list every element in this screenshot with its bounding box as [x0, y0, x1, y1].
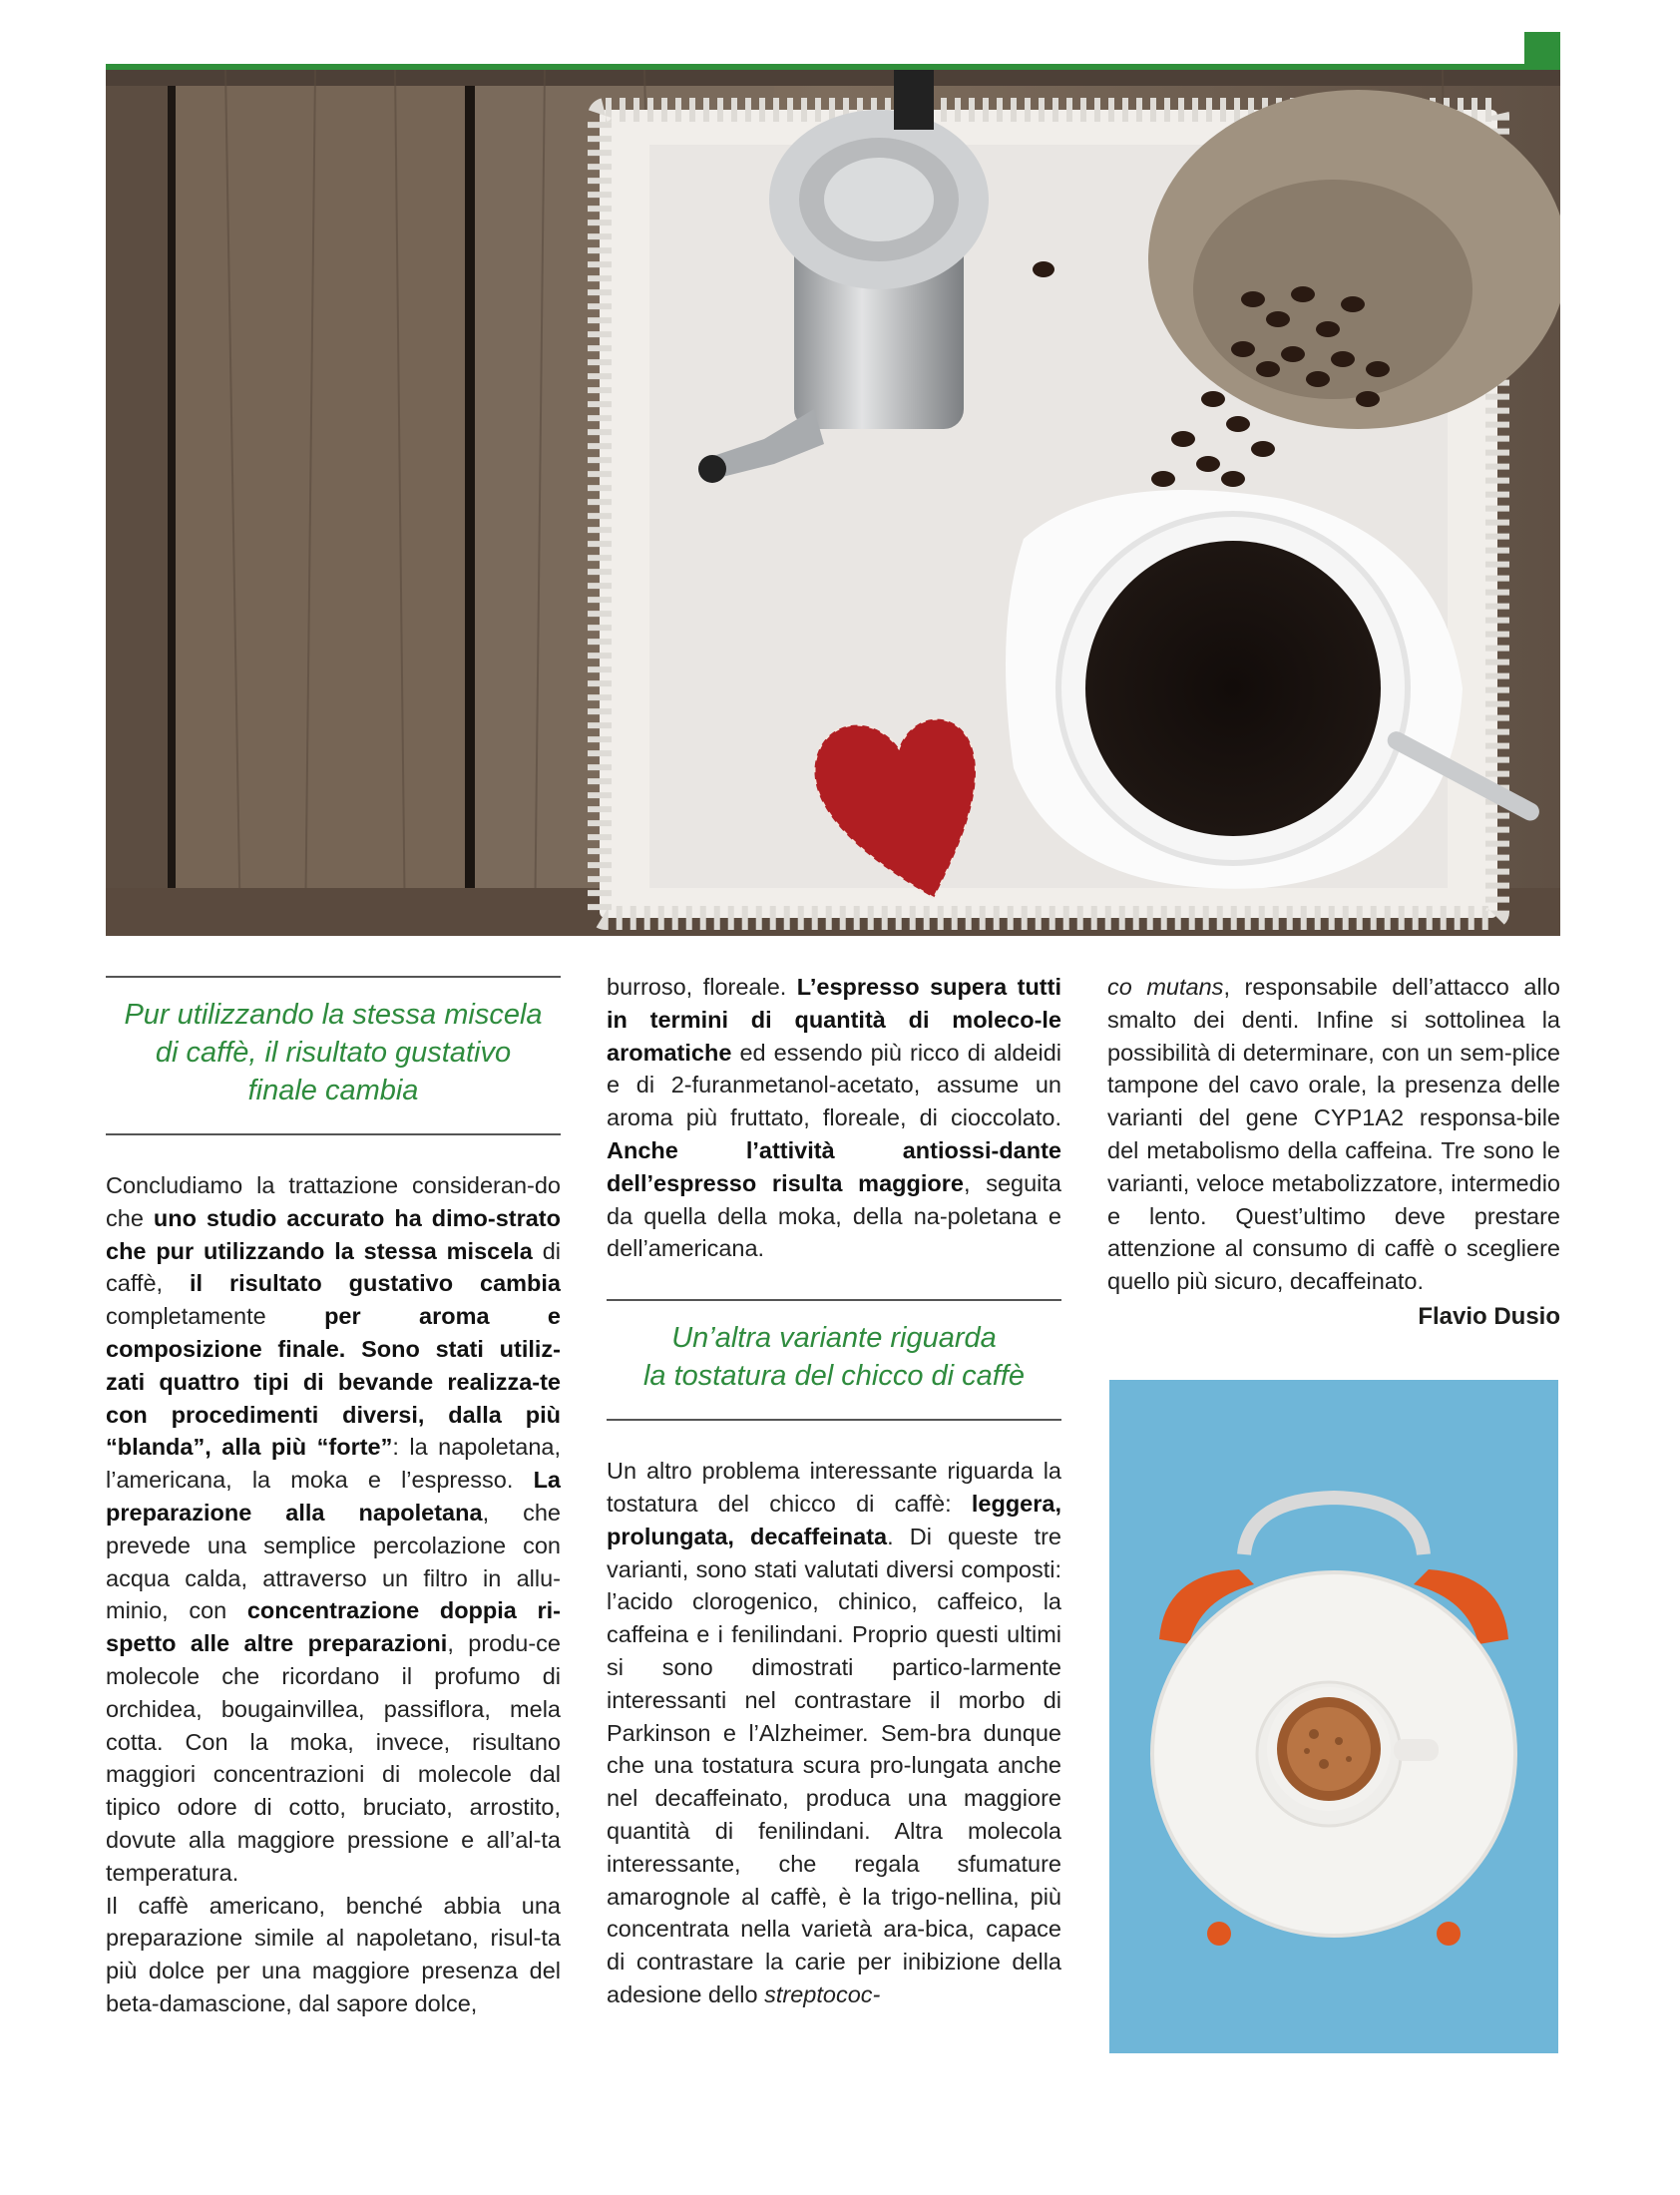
col1-paragraph-2: Il caffè americano, benché abbia una preparazione simile al napoletano, risul-ta più dolce per una maggiore presenza del beta-damascione, dal sapore dolce,	[106, 1892, 561, 2016]
bold-run: il risultato gustativo cambia	[189, 1270, 561, 1297]
alarm-clock-coffee-photo-icon	[1109, 1380, 1558, 2053]
text-run: ed essendo più ricco di aldeidi e di 2-furanmetanol-acetato, assume un aroma più fruttato, floreale, di cioccolato.	[607, 1039, 1061, 1131]
text-run: , responsabile dell’attacco allo smalto dei denti. Infine si sottolinea la possibilità di determinare, con un sem-plice tampone del cavo orale, la presenza delle varianti del gene CYP1A2 responsa-bile del metabolismo della caffeina. Tre sono le varianti, veloce metabolizzatore, intermedio e lento. Quest’ultimo deve prestare attenzione al consumo di caffè o scegliere quello più sicuro, decaffeinato.	[1107, 974, 1560, 1295]
bold-run: La preparazione alla napoletana	[106, 1467, 561, 1526]
clock-photo	[1109, 1380, 1558, 2053]
pullquote-2-line-1: Un’altra variante riguarda	[671, 1322, 997, 1355]
text-run: , seguita da quella della moka, della na-poletana e dell’americana.	[607, 1169, 1061, 1262]
text-run: completamente	[106, 1303, 325, 1330]
column-2	[607, 976, 1061, 2011]
text-run: Concludiamo la trattazione consideran-do che	[106, 1172, 561, 1231]
pullquote-1	[106, 976, 561, 1135]
italic-run: streptococ-	[764, 1980, 881, 2007]
text-run: Un altro problema interessante riguarda la tostatura del chicco di caffè:	[607, 1458, 1061, 1517]
author-byline: Flavio Dusio	[1418, 1302, 1560, 1330]
hero-photo	[106, 70, 1560, 936]
bold-run: uno studio accurato ha dimo-strato che pur utilizzando la stessa miscela	[106, 1204, 561, 1264]
col3-paragraph-1	[1107, 971, 1560, 1298]
text-run: . Di queste tre varianti, sono stati valutati diversi composti: l’acido clorogenico, chinico, caffeico, la caffeina e i fenilindani. Proprio questi ultimi si sono dimostrati partico-larmente interessanti nel contrastare il morbo di Parkinson e l’Alzheimer. Sem-bra dunque che una tostatura scura pro-lungata anche nel decaffeinato, produca una maggiore quantità di fenilindani. Altra molecola interessante, che regala sfumature amarognole al caffè, è la trigo-nellina, più concentrata nella varietà ara-bica, capace di contrastare la carie per inibizione della adesione dello	[607, 1523, 1062, 2007]
bold-run: L’espresso supera tutti in termini di quantità di moleco-le aromatiche	[607, 974, 1061, 1066]
col2-paragraph-1	[607, 971, 1061, 1265]
pullquote-1-line-3: finale cambia	[247, 1075, 419, 1106]
corner-tab	[1524, 32, 1560, 66]
bold-run: concentrazione doppia ri-spetto alle altre preparazioni	[106, 1597, 561, 1657]
bold-run: Anche l’attività antiossi-dante dell’espresso risulta maggiore	[607, 1136, 1061, 1196]
coffee-table-photo-icon	[106, 70, 1560, 936]
text-run: , che prevede una semplice percolazione con acqua calda, attraverso un filtro in allu-minio, con	[106, 1499, 561, 1624]
bold-run: per aroma e composizione finale. Sono stati utiliz-zati quattro tipi di bevande realizza-te con procedimenti diversi, dalla più “blanda”, alla più “forte”	[106, 1303, 562, 1461]
column-1	[106, 976, 561, 2020]
pullquote-2-line-2: la tostatura del chicco di caffè	[642, 1360, 1026, 1393]
text-run: di caffè,	[106, 1237, 561, 1297]
bold-run: leggera, prolungata, decaffeinata	[607, 1490, 1061, 1549]
text-run: , produ-ce molecole che ricordano il profumo di orchidea, bougainvillea, passiflora, mela cotta. Con la moka, invece, risultano maggiori concentrazioni di molecole dal tipico odore di cotto, bruciato, arrostito, dovute alla maggiore pressione e all’al-ta temperatura.	[106, 1630, 562, 1886]
italic-run: co mutans	[1107, 974, 1224, 1000]
text-run: : la napoletana, l’americana, la moka e l’espresso.	[106, 1434, 561, 1494]
pullquote-2	[607, 1299, 1061, 1421]
pullquote-1-line-2: di caffè, il risultato gustativo	[155, 1037, 512, 1069]
column-3	[1107, 976, 1560, 1334]
col2-paragraph-2	[607, 1455, 1061, 2011]
text-run: burroso, floreale.	[607, 974, 797, 1000]
col1-paragraph-1	[106, 1169, 561, 1890]
pullquote-1-line-1: Pur utilizzando la stessa miscela	[124, 999, 543, 1031]
